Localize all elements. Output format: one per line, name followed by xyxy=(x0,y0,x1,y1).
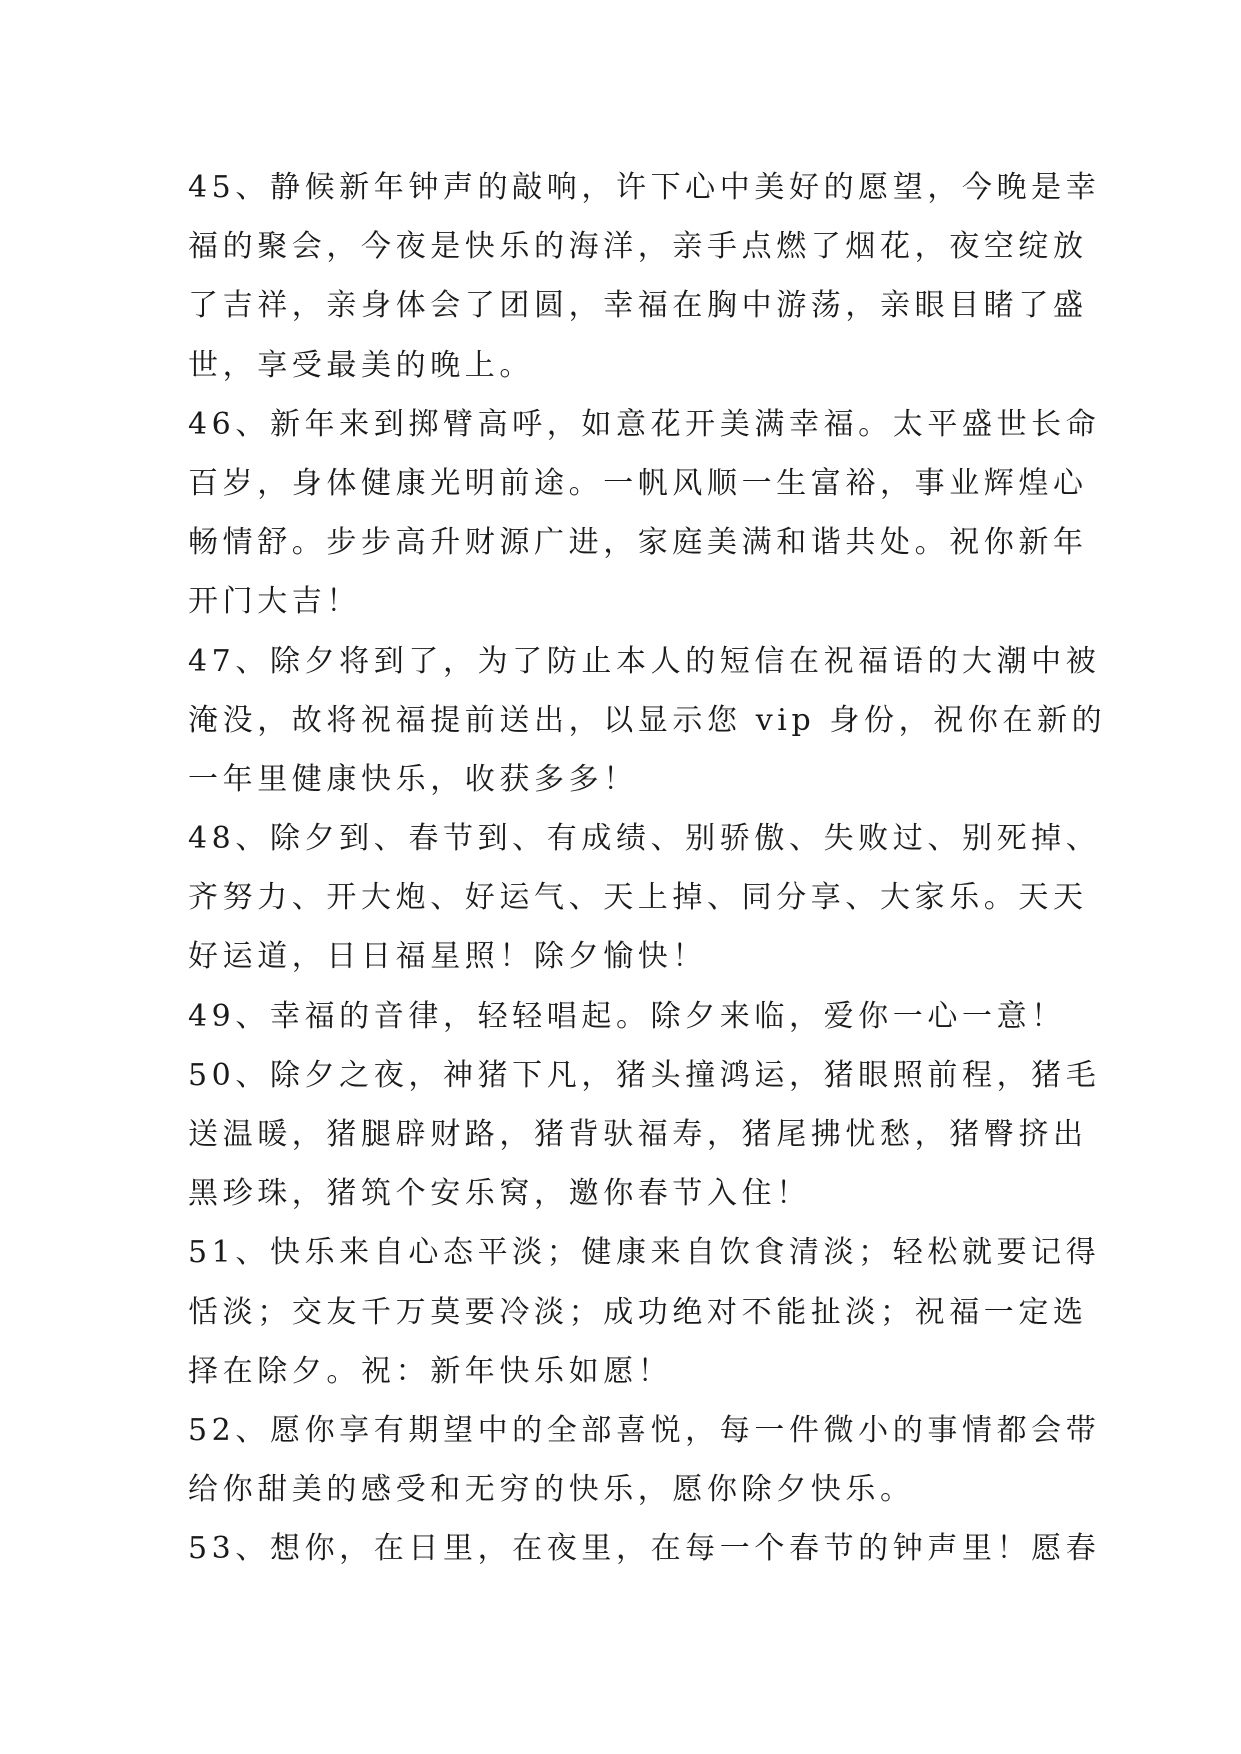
text-line: 51、快乐来自心态平淡；健康来自饮食清淡；轻松就要记得 xyxy=(188,1235,1101,1271)
text-line: 50、除夕之夜，神猪下凡，猪头撞鸿运，猪眼照前程，猪毛 xyxy=(188,1057,1101,1093)
text-line: 一年里健康快乐，收获多多！ xyxy=(188,761,638,797)
text-line: 52、愿你享有期望中的全部喜悦，每一件微小的事情都会带 xyxy=(188,1412,1101,1448)
text-line: 好运道，日日福星照！除夕愉快！ xyxy=(188,939,707,975)
text-line: 黑珍珠，猪筑个安乐窝，邀你春节入住！ xyxy=(188,1176,811,1212)
document-body xyxy=(188,158,1107,1579)
text-line: 49、幸福的音律，轻轻唱起。除夕来临，爱你一心一意！ xyxy=(188,998,1066,1034)
text-line: 送温暖，猪腿辟财路，猪背驮福寿，猪尾拂忧愁，猪臀挤出 xyxy=(188,1117,1088,1152)
text-line: 46、新年来到掷臂高呼，如意花开美满幸福。太平盛世长命 xyxy=(188,406,1101,442)
text-line: 48、除夕到、春节到、有成绩、别骄傲、失败过、别死掉、 xyxy=(188,821,1101,857)
text-line: 53、想你，在日里，在夜里，在每一个春节的钟声里！愿春 xyxy=(188,1531,1101,1567)
text-line: 百岁，身体健康光明前途。一帆风顺一生富裕，事业辉煌心 xyxy=(188,465,1088,501)
text-line: 福的聚会，今夜是快乐的海洋，亲手点燃了烟花，夜空绽放 xyxy=(188,229,1088,265)
text-line: 45、静候新年钟声的敲响，许下心中美好的愿望，今晚是幸 xyxy=(188,170,1101,205)
text-line: 恬淡；交友千万莫要冷淡；成功绝对不能扯淡；祝福一定选 xyxy=(188,1294,1088,1330)
text-line: 齐努力、开大炮、好运气、天上掉、同分享、大家乐。天天 xyxy=(188,880,1088,916)
text-line: 淹没，故将祝福提前送出，以显示您 vip 身份，祝你在新的 xyxy=(188,702,1107,738)
text-line: 开门大吉！ xyxy=(188,584,361,620)
text-line: 择在除夕。祝：新年快乐如愿！ xyxy=(188,1353,673,1389)
text-line: 给你甜美的感受和无穷的快乐，愿你除夕快乐。 xyxy=(188,1472,915,1508)
text-line: 世，享受最美的晚上。 xyxy=(188,347,534,383)
text-line: 畅情舒。步步高升财源广进，家庭美满和谐共处。祝你新年 xyxy=(188,525,1088,561)
text-line: 47、除夕将到了，为了防止本人的短信在祝福语的大潮中被 xyxy=(188,643,1101,679)
text-line: 了吉祥，亲身体会了团圆，幸福在胸中游荡，亲眼目睹了盛 xyxy=(188,288,1088,324)
